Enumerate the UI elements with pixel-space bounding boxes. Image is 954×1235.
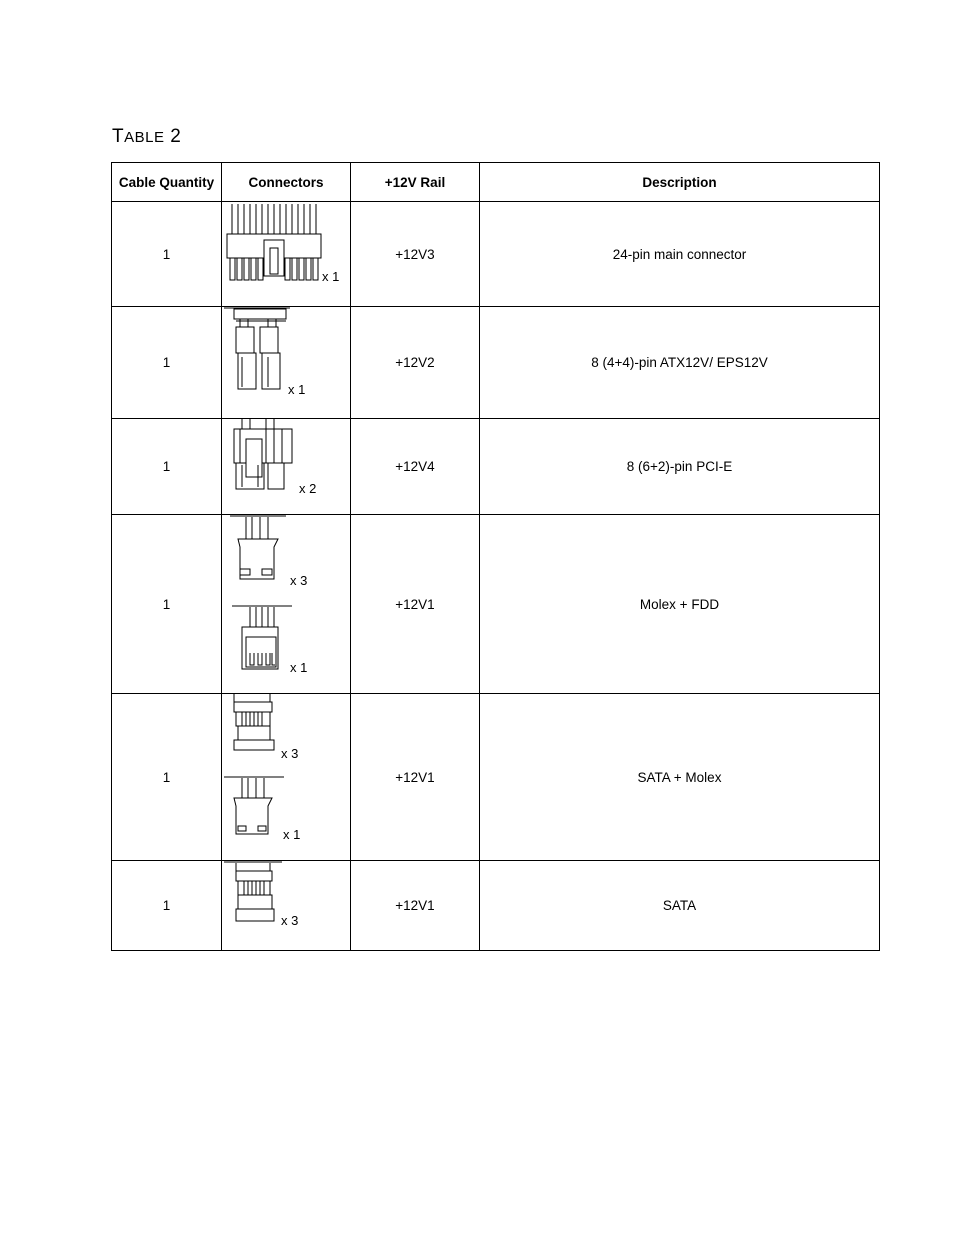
fdd-connector-icon — [232, 605, 292, 675]
cable-quantity-cell: 1 — [112, 694, 222, 861]
sata-connector-icon — [230, 694, 280, 756]
description-cell: SATA — [480, 861, 880, 951]
description-cell: 8 (4+4)-pin ATX12V/ EPS12V — [480, 307, 880, 419]
connector-cell — [222, 515, 351, 694]
sata-connector-icon — [224, 861, 284, 927]
description-cell: SATA + Molex — [480, 694, 880, 861]
rail-cell: +12V4 — [351, 419, 480, 515]
connector-cell — [222, 694, 351, 861]
table-row — [112, 861, 880, 951]
table-row — [112, 307, 880, 419]
title-smallcaps: ABLE — [124, 129, 165, 146]
molex-connector-icon — [224, 776, 286, 838]
connector-multiplier: x 3 — [290, 573, 308, 588]
description-cell: Molex + FDD — [480, 515, 880, 694]
connector-multiplier: x 2 — [299, 481, 317, 496]
connector-multiplier: x 1 — [322, 269, 340, 284]
header-connectors: Connectors — [222, 163, 351, 202]
table-row — [112, 515, 880, 694]
connector-multiplier: x 1 — [283, 827, 301, 842]
cable-quantity-cell: 1 — [112, 861, 222, 951]
rail-cell: +12V3 — [351, 202, 480, 307]
connector-cell — [222, 202, 351, 307]
rail-cell: +12V1 — [351, 861, 480, 951]
rail-cell: +12V1 — [351, 515, 480, 694]
title-initial: T — [112, 126, 125, 147]
eps-8pin-connector-icon — [224, 307, 294, 397]
connector-cell — [222, 861, 351, 951]
connector-cell — [222, 307, 351, 419]
table-row — [112, 419, 880, 515]
header-cable-quantity: Cable Quantity — [112, 163, 222, 202]
cable-quantity-cell: 1 — [112, 515, 222, 694]
connector-multiplier: x 3 — [281, 746, 299, 761]
title-number: 2 — [170, 126, 182, 147]
connector-multiplier: x 1 — [290, 660, 308, 675]
cable-quantity-cell: 1 — [112, 307, 222, 419]
connector-multiplier: x 3 — [281, 913, 299, 928]
table-header-row — [112, 163, 880, 202]
connector-multiplier: x 1 — [288, 382, 306, 397]
cable-quantity-cell: 1 — [112, 202, 222, 307]
connector-cell — [222, 419, 351, 515]
atx-24pin-connector-icon — [226, 204, 322, 284]
header-12v-rail: +12V Rail — [351, 163, 480, 202]
pcie-8pin-connector-icon — [230, 419, 300, 495]
description-cell: 8 (6+2)-pin PCI-E — [480, 419, 880, 515]
table-row — [112, 694, 880, 861]
table-row — [112, 202, 880, 307]
cable-quantity-cell: 1 — [112, 419, 222, 515]
molex-connector-icon — [230, 515, 286, 581]
rail-cell: +12V1 — [351, 694, 480, 861]
description-cell: 24-pin main connector — [480, 202, 880, 307]
connector-table — [111, 162, 880, 951]
rail-cell: +12V2 — [351, 307, 480, 419]
header-description: Description — [480, 163, 880, 202]
table-title — [112, 126, 181, 148]
